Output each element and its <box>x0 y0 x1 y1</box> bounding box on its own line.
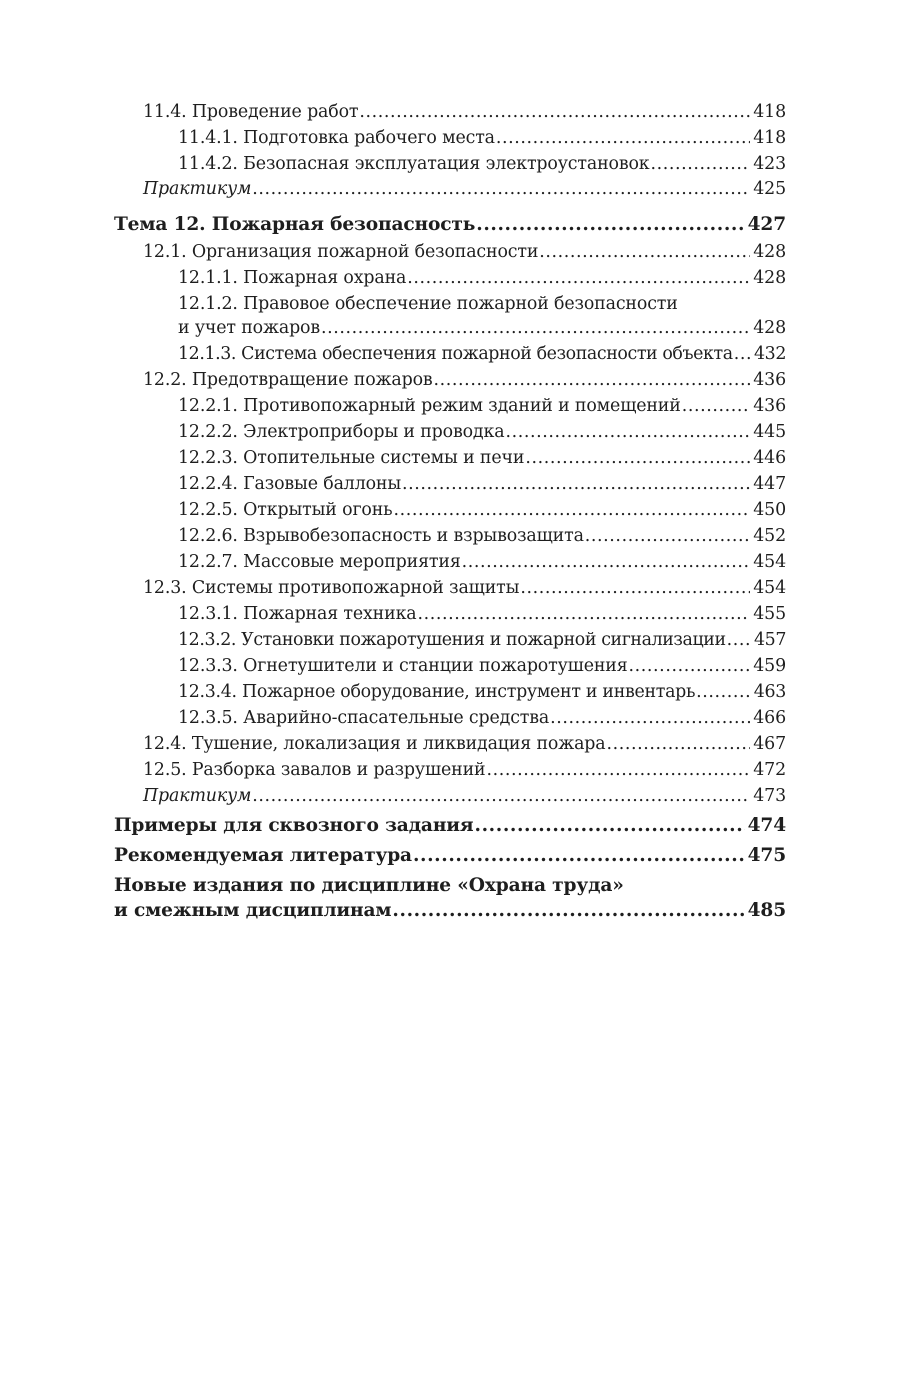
toc-entry-page: 473 <box>753 786 786 806</box>
toc-entry <box>178 549 786 575</box>
leader-dots <box>585 523 750 549</box>
toc-entry-page: 457 <box>754 630 786 650</box>
toc-entry-page: 446 <box>753 448 786 468</box>
leader-dots <box>252 783 750 809</box>
leader-dots <box>734 341 751 367</box>
leader-dots <box>418 601 751 627</box>
toc-chapter <box>114 843 786 869</box>
leader-dots <box>682 393 751 419</box>
toc-entry-page: 454 <box>753 578 786 598</box>
toc-entry <box>143 731 786 757</box>
toc-chapter-page: 485 <box>747 900 786 921</box>
toc-entry-title: 12.3. Системы противопожарной защиты <box>143 578 520 598</box>
toc-entry-title: Практикум <box>143 786 252 806</box>
toc-entry-page: 428 <box>753 268 786 288</box>
toc-entry-title: 12.2.7. Массовые мероприятия <box>178 552 461 572</box>
toc-entry <box>178 265 786 291</box>
leader-dots <box>359 99 750 125</box>
toc-entry <box>143 99 786 125</box>
toc-entry-page: 459 <box>753 656 786 676</box>
toc-entry-page: 445 <box>753 422 786 442</box>
leader-dots <box>475 813 745 839</box>
leader-dots <box>392 898 744 924</box>
leader-dots <box>252 176 750 202</box>
toc-entry-page: 428 <box>753 318 786 338</box>
toc-entry-title: 12.2.6. Взрывобезопасность и взрывозащита <box>178 526 584 546</box>
toc-entry-page: 425 <box>753 179 786 199</box>
toc-entry <box>178 627 786 653</box>
leader-dots <box>550 705 750 731</box>
toc-entry-title: 12.3.4. Пожарное оборудование, инструмент и инвентарь <box>178 682 696 702</box>
leader-dots <box>505 419 750 445</box>
toc-entry-page: 472 <box>753 760 786 780</box>
toc-entry-page: 455 <box>753 604 786 624</box>
toc-entry-title: 12.1.3. Система обеспечения пожарной безопасности объекта <box>178 344 733 364</box>
leader-dots <box>486 757 750 783</box>
toc-entry-page: 454 <box>753 552 786 572</box>
toc-chapter-title-line2: и смежным дисциплинам <box>114 900 392 921</box>
toc-entry-page: 436 <box>753 370 786 390</box>
toc-entry <box>178 679 786 705</box>
toc-entry-page: 428 <box>753 242 786 262</box>
toc-entry-title: 12.2.5. Открытый огонь <box>178 500 393 520</box>
toc-entry <box>178 445 786 471</box>
toc-chapter-page: 475 <box>747 845 786 866</box>
toc-entry-page: 450 <box>753 500 786 520</box>
leader-dots <box>629 653 751 679</box>
toc-entry-page: 447 <box>753 474 786 494</box>
leader-dots <box>393 497 750 523</box>
toc-entry-page: 466 <box>753 708 786 728</box>
toc-entry-page: 418 <box>753 102 786 122</box>
toc-entry <box>178 125 786 151</box>
toc-entry-title: 12.2.1. Противопожарный режим зданий и помещений <box>178 396 681 416</box>
toc-entry-title: 12.3.3. Огнетушители и станции пожаротушения <box>178 656 628 676</box>
toc-entry <box>143 757 786 783</box>
toc-entry-title: 12.1. Организация пожарной безопасности <box>143 242 539 262</box>
toc-entry <box>143 575 786 601</box>
toc-entry-page: 436 <box>753 396 786 416</box>
toc-entry <box>178 601 786 627</box>
toc-entry <box>178 653 786 679</box>
toc-chapter-page: 427 <box>747 214 786 235</box>
toc-entry-page: 463 <box>753 682 786 702</box>
toc-entry-title-line1: 12.1.2. Правовое обеспечение пожарной безопасности <box>178 294 678 314</box>
toc-chapter-page: 474 <box>747 815 786 836</box>
toc-entry-title: 12.1.1. Пожарная охрана <box>178 268 407 288</box>
toc-chapter-title: Тема 12. Пожарная безопасность <box>114 214 476 235</box>
leader-dots <box>413 843 745 869</box>
toc-entry-title: Практикум <box>143 179 252 199</box>
toc-entry <box>143 367 786 393</box>
toc-entry <box>178 393 786 419</box>
toc-entry-title: 12.4. Тушение, локализация и ликвидация пожара <box>143 734 606 754</box>
toc-entry-title: 12.3.2. Установки пожаротушения и пожарной сигнализации <box>178 630 726 650</box>
leader-dots <box>525 445 750 471</box>
toc-entry <box>178 341 786 367</box>
leader-dots <box>496 125 750 151</box>
toc-entry-page: 452 <box>753 526 786 546</box>
toc-entry <box>178 497 786 523</box>
toc-entry-title: 11.4.2. Безопасная эксплуатация электроустановок <box>178 154 650 174</box>
toc-entry-title: 12.2. Предотвращение пожаров <box>143 370 433 390</box>
toc-entry <box>178 151 786 177</box>
toc-entry-page: 432 <box>754 344 786 364</box>
toc-chapter <box>114 212 786 238</box>
toc-entry <box>178 315 786 341</box>
toc-entry <box>178 705 786 731</box>
toc-chapter-title: Рекомендуемая литература <box>114 845 412 866</box>
toc-entry-page: 418 <box>753 128 786 148</box>
toc-entry-title-line2: и учет пожаров <box>178 318 321 338</box>
leader-dots <box>434 367 751 393</box>
toc-entry <box>178 471 786 497</box>
toc-entry <box>178 419 786 445</box>
toc-chapter-title: Примеры для сквозного задания <box>114 815 474 836</box>
toc-entry-title: 12.3.5. Аварийно-спасательные средства <box>178 708 550 728</box>
leader-dots <box>696 679 751 705</box>
toc-entry-practicum <box>143 176 786 202</box>
toc-entry-title: 12.2.4. Газовые баллоны <box>178 474 402 494</box>
toc-entry-page: 467 <box>753 734 786 754</box>
toc-chapter <box>114 813 786 839</box>
toc-chapter-title-line1: Новые издания по дисциплине «Охрана труда» <box>114 875 624 896</box>
toc-entry-title: 12.2.3. Отопительные системы и печи <box>178 448 525 468</box>
toc-entry-title: 11.4.1. Подготовка рабочего места <box>178 128 495 148</box>
toc-entry-title: 11.4. Проведение работ <box>143 102 359 122</box>
leader-dots <box>607 731 751 757</box>
toc-entry-title: 12.2.2. Электроприборы и проводка <box>178 422 505 442</box>
toc-entry-practicum <box>143 783 786 809</box>
toc-entry-title: 12.3.1. Пожарная техника <box>178 604 417 624</box>
toc-entry <box>178 523 786 549</box>
toc-entry <box>143 239 786 265</box>
leader-dots <box>407 265 750 291</box>
leader-dots <box>462 549 751 575</box>
toc-entry-page: 423 <box>753 154 786 174</box>
toc-entry-title: 12.5. Разборка завалов и разрушений <box>143 760 486 780</box>
leader-dots <box>727 627 751 653</box>
leader-dots <box>539 239 750 265</box>
toc-chapter <box>114 898 786 924</box>
leader-dots <box>321 315 750 341</box>
leader-dots <box>651 151 751 177</box>
leader-dots <box>402 471 750 497</box>
leader-dots <box>476 212 744 238</box>
leader-dots <box>520 575 750 601</box>
